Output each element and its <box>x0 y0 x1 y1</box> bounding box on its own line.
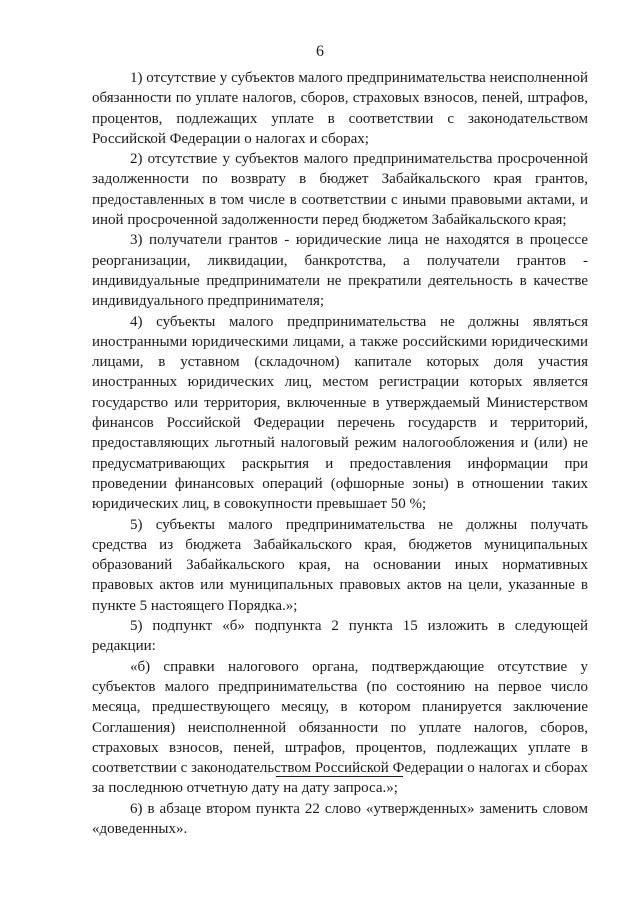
closing-separator-line <box>276 776 403 777</box>
paragraph-item-5: 5) субъекты малого предпринимательства не должны получать средства из бюджета Забайкальского края, бюджетов муниципальных образований Забайкальского края, на основании иных нормативных правовых актов или муниципальных правовых актов на цели, указанные в пункте 5 настоящего Порядка.»; <box>92 516 588 614</box>
paragraph-subitem-b: «б) справки налогового органа, подтверждающие отсутствие у субъектов малого предпринимательства (по состоянию на первое число месяца, предшествующего месяцу, в котором планируется заключение Соглашения) неисполненной обязанности по уплате налогов, сборов, страховых взносов, пеней, штрафов, процентов, подлежащих уплате в соответствии с законодательством Российской Федерации о налогах и сборах за последнюю отчетную дату на дату запроса.»; <box>92 658 588 797</box>
paragraph-item-2: 2) отсутствие у субъектов малого предпринимательства просроченной задолженности по возврату в бюджет Забайкальского края грантов, предоставленных в том числе в соответствии с иными правовыми актами, и иной просроченной задолженности перед бюджетом Забайкальского края; <box>92 151 588 229</box>
page-number: 6 <box>316 43 324 60</box>
paragraph-item-3: 3) получатели грантов - юридические лица не находятся в процессе реорганизации, ликвидации, банкротства, а получатели грантов - индивидуальные предприниматели не прекратили деятельность в качестве индивидуального предпринимателя; <box>92 232 588 310</box>
paragraph-item-4: 4) субъекты малого предпринимательства не должны являться иностранными юридическими лицами, а также российскими юридическими лицами, в уставном (складочном) капитале которых доля участия иностранных юридических лиц, местом регистрации которых является государство или территория, включенные в утверждаемый Министерством финансов Российской Федерации перечень государств и территорий, предоставляющих льготный налоговый режим налогообложения и (или) не предусматривающих раскрытия и предоставления информации при проведении финансовых операций (офшорные зоны) в отношении таких юридических лиц, в совокупности превышает 50 %; <box>92 313 588 513</box>
paragraph-amendment-6: 6) в абзаце втором пункта 22 слово «утвержденных» заменить словом «доведенных». <box>92 800 588 837</box>
paragraph-item-1: 1) отсутствие у субъектов малого предпринимательства неисполненной обязанности по уплате налогов, сборов, страховых взносов, пеней, штрафов, процентов, подлежащих уплате в соответствии с законодательством Российской Федерации о налогах и сборах; <box>92 70 588 147</box>
paragraph-amendment-5: 5) подпункт «б» подпункта 2 пункта 15 изложить в следующей редакции: <box>92 618 588 655</box>
document-body <box>92 68 588 839</box>
